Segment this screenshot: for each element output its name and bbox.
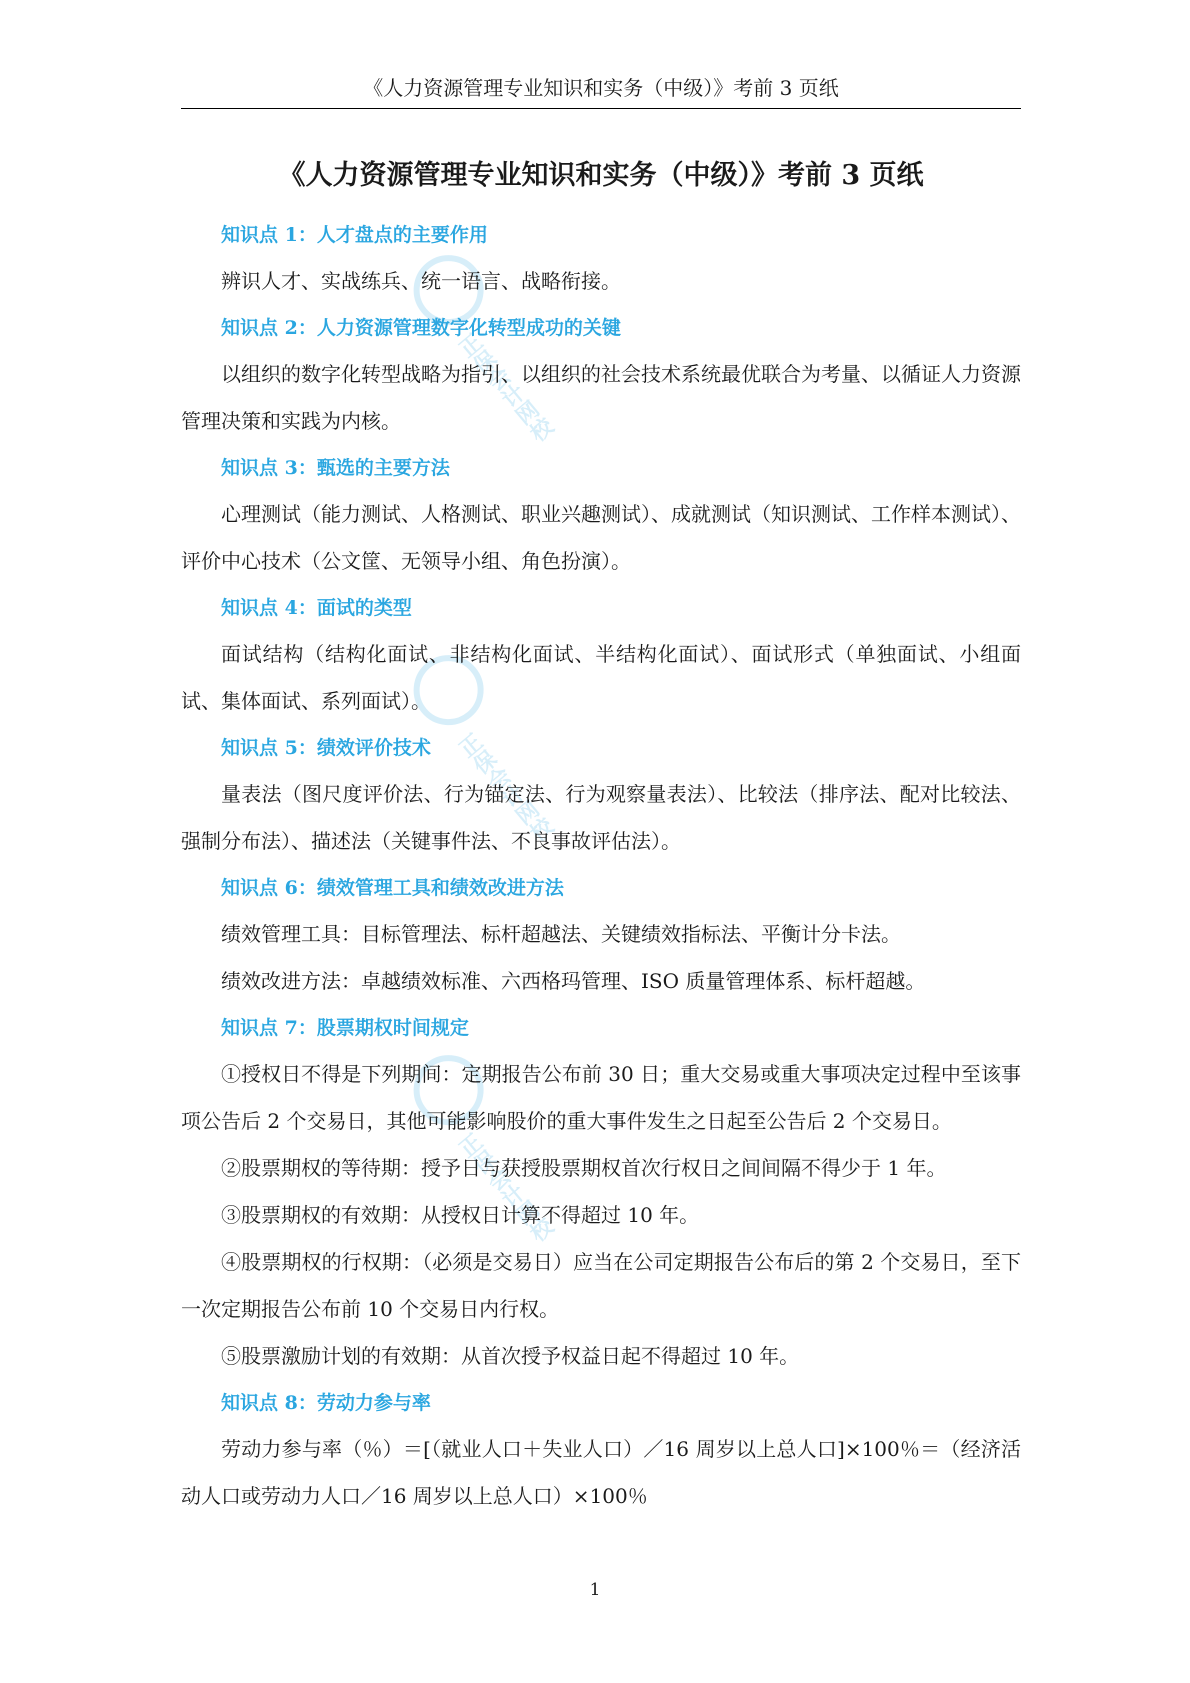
document-body [181,212,1021,1520]
section [181,1005,1021,1380]
section [181,865,1021,1005]
section-paragraph: ①授权日不得是下列期间：定期报告公布前 30 日；重大交易或重大事项决定过程中至该事项公告后 2 个交易日，其他可能影响股价的重大事件发生之日起至公告后 2 个交易日。 [181,1062,1021,1133]
section [181,305,1021,445]
section-paragraph: 以组织的数字化转型战略为指引、以组织的社会技术系统最优联合为考量、以循证人力资源管理决策和实践为内核。 [181,362,1021,433]
page-header: 《人力资源管理专业知识和实务（中级）》考前 3 页纸 [181,72,1021,109]
section-paragraph: 心理测试（能力测试、人格测试、职业兴趣测试）、成就测试（知识测试、工作样本测试）、评价中心技术（公文筐、无领导小组、角色扮演）。 [181,502,1021,573]
section-paragraph: 量表法（图尺度评价法、行为锚定法、行为观察量表法）、比较法（排序法、配对比较法、强制分布法）、描述法（关键事件法、不良事故评估法）。 [181,782,1021,853]
section-paragraph: 绩效管理工具：目标管理法、标杆超越法、关键绩效指标法、平衡计分卡法。 [221,922,901,946]
page-number: 1 [589,1580,601,1600]
section-heading: 知识点 3：甄选的主要方法 [221,457,450,479]
section-heading: 知识点 7：股票期权时间规定 [221,1017,469,1039]
section-paragraph: ⑤股票激励计划的有效期：从首次授予权益日起不得超过 10 年。 [221,1344,800,1368]
section-paragraph: ④股票期权的行权期：（必须是交易日）应当在公司定期报告公布后的第 2 个交易日，至下一次定期报告公布前 10 个交易日内行权。 [181,1250,1021,1321]
section-heading: 知识点 1：人才盘点的主要作用 [221,224,488,246]
section-paragraph: 面试结构（结构化面试、非结构化面试、半结构化面试）、面试形式（单独面试、小组面试、集体面试、系列面试）。 [181,642,1021,713]
watermark-text: 正保会计网校 [452,329,558,447]
section-heading: 知识点 6：绩效管理工具和绩效改进方法 [221,877,564,899]
section-heading: 知识点 5：绩效评价技术 [221,737,431,759]
section-heading: 知识点 4：面试的类型 [221,597,412,619]
section-paragraph: ②股票期权的等待期：授予日与获授股票期权首次行权日之间间隔不得少于 1 年。 [221,1156,947,1180]
section-paragraph: ③股票期权的有效期：从授权日计算不得超过 10 年。 [221,1203,700,1227]
document-title: 《人力资源管理专业知识和实务（中级）》考前 3 页纸 [278,160,924,191]
watermark-text: 正保会计网校 [452,729,558,847]
section [181,585,1021,725]
section [181,1380,1021,1520]
section [181,445,1021,585]
section-paragraph: 辨识人才、实战练兵、统一语言、战略衔接。 [221,269,621,293]
section-paragraph: 劳动力参与率（％）＝[（就业人口＋失业人口）／16 周岁以上总人口]×100％＝（经济活动人口或劳动力人口／16 周岁以上总人口）×100％ [181,1437,1021,1508]
section-paragraph: 绩效改进方法：卓越绩效标准、六西格玛管理、ISO 质量管理体系、标杆超越。 [221,969,926,993]
section [181,212,1021,305]
section-heading: 知识点 8：劳动力参与率 [221,1392,431,1414]
section-heading: 知识点 2：人力资源管理数字化转型成功的关键 [221,317,621,339]
watermark-text: 正保会计网校 [452,1129,558,1247]
section [181,725,1021,865]
